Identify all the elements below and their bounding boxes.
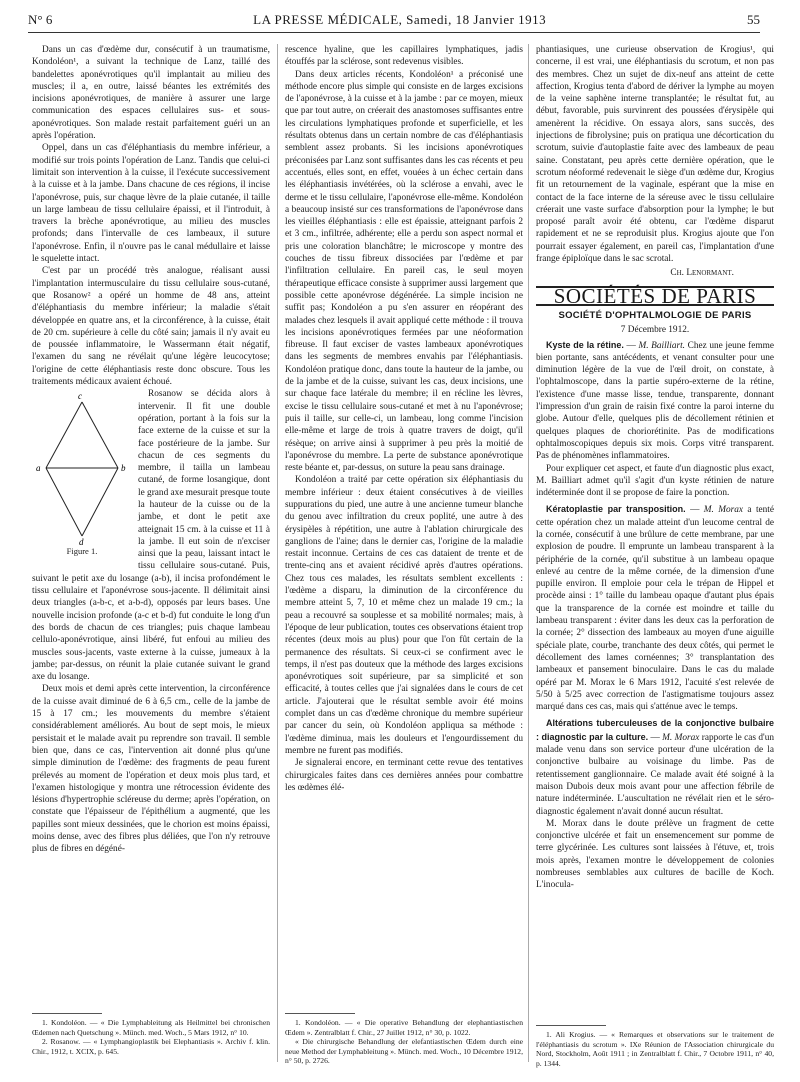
footnotes-col2 <box>285 1018 523 1066</box>
footnote: « Die chirurgische Behandlung der elefantiastischen Œdem durch eine neue Method der Lymphableitung ». Münch. med. Woch., 10 Décembre 1912, n° 50, p. 2726. <box>285 1037 523 1066</box>
diagram-edge <box>46 402 82 468</box>
item-author: M. Morax <box>703 505 744 516</box>
diagram-edge <box>46 468 82 536</box>
label-a: a <box>36 463 41 474</box>
section-title: SOCIÉTÉS DE PARIS <box>536 286 774 306</box>
paragraph: M. Morax dans le doute prélève un fragment de cette conjonctive ulcérée et fait un ensemencement sur pomme de terre glycérinée. Les cultures sont laissées à l'étuve, et, trois mois après, l'examen montre le développement de colonies nombreuses semblables aux cultures de bacille de Koch. L'inocula- <box>536 818 774 891</box>
author-signature: Ch. Lenormant. <box>670 268 734 279</box>
losange-diagram <box>32 390 132 545</box>
footnote: 1. Ali Krogius. — « Remarques et observations sur le traitement de l'éléphantiasis du scrotum ». IXe Réunion de l'Association chirurgicale du Nord, Stockholm, Août 1911 ; in Zentralblatt f. Chir., 7 Octobre 1911, n° 40, p. 1344. <box>536 1030 774 1068</box>
footnotes-col3 <box>536 1030 774 1068</box>
item-text: rapporte le cas d'un malade venu dans son service porteur d'une ulcération de la conjonctive bulbaire au voisinage du limbe. Pas de retentissement ganglionnaire. Ce malade avait été soigné à la maison Dubois deux mois avant pour une affection fébrile de nature indéterminée. L'auscultation ne révélait rien et le séro-diagnostic également n'avait donné aucun résultat. <box>536 732 774 817</box>
item-author: M. Morax <box>662 732 700 743</box>
paragraph: Je signalerai encore, en terminant cette revue des tentatives chirurgicales faites dans ces dernières années pour combattre les œdèmes élé- <box>285 758 523 793</box>
paragraph: Rosanow se décida alors à intervenir. Il fit une double opération, portant à la fois sur la face externe de la cuisse et sur la face postérieure de la jambe. Sur chacun de ces segments du membre, il tailla un lambeau cutané, de forme losangique, dont le grand axe mesurait presque toute la hauteur de la cuisse ou de la jambe, et dont le petit axe atteignait 15 cm. à la cuisse et 11 à la jambe. Il eut soin de n'exciser ainsi que la peau, laissant intact le tissu cellulaire sous-cutané. Puis, suivant le petit axe du losange (a-b), il incisa profondément le tissu cellulaire et l'aponévrose sous-jacente. Il délimitait ainsi deux triangles (a-b-c, et a-b-d), opposés par leurs bases. Une nouvelle incision profonde (a-c et b-d) fut conduite le long d'un des bords de chacun de ces triangles; puis chaque lambeau cellulo-aponévrotique, ainsi libéré, fut enfoui au milieu des muscles sous-jacents, vaste externe à la cuisse, jumeaux à la jambe; par-dessus, on réunit la plaie cutanée suivant le grand axe du losange. <box>32 389 270 683</box>
footnotes-col1 <box>32 1018 270 1056</box>
journal-title: LA PRESSE MÉDICALE, Samedi, 18 Janvier 1913 <box>253 12 547 27</box>
issue-number: N° 6 <box>28 12 53 27</box>
footnote-rule <box>285 1013 355 1014</box>
footnote: 1. Kondoléon. — « Die operative Behandlung der elephantiastischen Œdem ». Zentralblatt f. Chir., 27 Juillet 1912, n° 30, p. 1022. <box>285 1018 523 1037</box>
diagram-edge <box>82 402 118 468</box>
column-1 <box>32 44 270 856</box>
paragraph: Kondoléon a traité par cette opération six éléphantiasis du membre inférieur : deux étaient consécutives à de vieilles suppurations du pied, une autre à une ancienne tumeur blanche du genou avec infiltration du creux poplité, une autre à des érysipèles à répétition, une autre à l'ablation chirurgicale des ganglions de l'aine; dans le dernier cas, l'origine de la maladie restait inconnue. Certains de ces cas dataient de trente et de trente-cinq ans et avaient récidivé après d'autres opérations. Chez tous ces malades, les résultats semblent excellents : l'œdème a disparu, la diminution de la circonférence du membre atteint 5, 7, 10 et même chez un malade 19 cm.; la peau a recouvré sa souplesse et sa mobilité normales; mais, à l'époque de leur publication, toutes ces observations étaient trop récentes (deux mois au plus) pour que l'on fût certain de la permanence des résultats. Si ceux-ci se confirment avec le temps, il n'est pas douteux que la méthode des larges excisions aponévrotiques soit supérieure, par sa simplicité et son efficacité, à toutes celles que j'ai signalées dans le cours de cet article. J'ajouterai que le résultat semble avoir été moins complet dans un cas d'œdème chronique du membre supérieur par cancer du sein, où Kondoléon appliqua sa méthode : l'œdème diminua, mais les douleurs et l'engourdissement du membre ne furent pas modifiés. <box>285 475 523 756</box>
session-date: 7 Décembre 1912. <box>620 325 690 336</box>
page-number: 55 <box>746 12 760 27</box>
figure-caption: Figure 1. <box>66 546 98 557</box>
paragraph: Deux mois et demi après cette intervention, la circonférence de la cuisse avait diminué de 6 à 6,5 cm., celle de la jambe de 15 à 17 cm.; les mouvements du membre s'étaient considérablement améliorés. Au bout de sept mois, le mieux persistait et le malade avait pu reprendre son travail. Il semble bien que, dans ce cas, l'intervention ait donné plus qu'une simple diminution de l'œdème: des fragments de peau furent prélevés au moment de l'opération et deux mois plus tard, et l'examen histologique y montra une rétrocession évidente des lésions d'hypertrophie scléreuse du derme; après l'opération, on constate que l'épaisseur de l'épithélium a augmenté, que les papilles sont mieux dessinées, que le chorion est moins épaissi, moins dense, avec des fibres plus déliées, que l'on n'y retrouve plus de fibres en dégéné- <box>32 684 270 855</box>
paragraph: Oppel, dans un cas d'éléphantiasis du membre inférieur, a modifié sur trois points l'opération de Lanz. Tandis que celui-ci limitait son intervention à la cuisse, il l'exécute successivement à la cuisse et à la jambe. Dans chacune de ces régions, il incise l'aponévrose, puis, sur chaque lèvre de la plaie cutanée, il taille un large lambeau de tissu cellulaire épaissi, et il l'introduit, à travers la brèche aponévrotique, au milieu des muscles profonds; dans l'intervalle de ces lambeaux, il suture l'aponévrose. Enfin, il n'ouvre pas le canal médullaire et laisse le squelette intact. <box>32 143 270 265</box>
figure-1 <box>32 390 132 560</box>
column-2 <box>285 44 523 794</box>
item-keratoplastie: Kératoplastie par transposition. — M. Morax a tenté cette opération chez un malade atteint d'un leucome central de la cornée, consécutif à une brûlure de cette membrane, par une explosion de poudre. Il emprunte un lambeau transparent à la périphérie de la cornée, qu'il substitue à un lambeau opaque enlevé au centre de la même cornée, de la dimension d'une pupille environ. Il emploie pour cela le trépan de Hippel et procède ainsi : 1° taille du lambeau opaque d'autant plus épais que la transparence de la cornée est moindre et taille du lambeau transparent : éviter dans les deux cas la perforation de la cornée; 2° dissection des lambeaux au moyen d'une aiguille spéciale plate, courbe, tranchante des deux côtés, qui permet le décollement des lames cornéennes; 3° transplantation des lambeaux et pansement binoculaire. Dans le cas du malade opéré par M. Morax le 6 Mars 1912, l'acuité s'est relevée de 5/50 à 5/25 avec correction de l'astigmatisme toujours assez marqué dans ces cas, mais qui s'atténue avec le temps. <box>536 504 775 713</box>
paragraph: rescence hyaline, que les capillaires lymphatiques, jadis étouffés par la sclérose, sont redevenus visibles. <box>285 45 523 68</box>
society-name: SOCIÉTÉ D'OPHTALMOLOGIE DE PARIS <box>558 309 752 321</box>
paragraph: C'est par un procédé très analogue, réalisant aussi l'implantation intermusculaire du tissu cellulaire sous-cutané, que Rosanow² a opéré un homme de 48 ans, atteint d'éléphantiasis du membre inférieur; la maladie s'était développée en quatre ans, et la circonférence, à la cuisse, était de 20 cm. supérieure à celle du côté sain; jamais il n'y avait eu de poussée inflammatoire, le Wassermann était négatif, l'examen du sang ne révélait qu'une légère leucocytose; l'origine de cette éléphantiasis reste donc obscure. Tous les traitements médicaux avaient échoué. <box>32 266 270 388</box>
item-title: Kératoplastie par transposition. <box>546 504 686 515</box>
footnote: 1. Kondoléon. — « Die Lymphableitung als Heilmittel bei chronischen Œdemen nach Quetschung ». Münch. med. Woch., 5 Mars 1912, n° 10. <box>32 1018 270 1037</box>
paragraph: Dans deux articles récents, Kondoléon¹ a préconisé une méthode encore plus simple qui consiste en de larges excisions de l'aponévrose, à la cuisse et à la jambe : par ce moyen, mieux que par tout autre, on créerait des anastomoses suffisantes entre les circulations lymphatiques profonde et superficielle, et les résultats obtenus dans un certain nombre de cas d'éléphantiasis semblent assez probants. Si les incisions aponévrotiques préconisées par Lanz sont suffisantes dans les cas récents et peu accentués, elles sont, en effet, vouées à un échec certain dans les éléphantiasis invétérées, où la sclérose a envahi, avec le derme et le tissu cellulaire, l'aponévrose elle-même. Kondoléon a beaucoup insisté sur ces transformations de l'aponévrose dans les vieilles éléphantiasis : elle est épaissie, atteignant parfois 2 et 3 cm., infiltrée, adhérente; elle a perdu son aspect normal et pris une coloration blanchâtre; le microscope y montre des couches de tissu fibreux dissociées par l'œdème et par l'infiltration cellulaire. En pareil cas, le seul moyen thérapeutique efficace consiste à supprimer aussi largement que possible cette aponévrose dégénérée. La simple incision ne suffit pas; Kondoléon a pu s'en assurer en réopérant des malades chez lesquels il avait appliqué cette méthode : il trouva les incisions aponévrotiques fermées par une néoformation fibreuse. Il faut exciser de vastes lambeaux aponévrotiques dans les segments de membres envahis par l'éléphantiasis. Kondoléon pratique donc, dans toute la hauteur de la jambe, ou de la jambe et de la cuisse, suivant les cas, deux incisions, une sur chaque face latérale du membre; il en récline les lèvres, excise le tissu cellulaire sous-cutané et met à nu l'aponévrose; puis il taille, sur celle-ci, un lambeau, long comme l'incision elle-même et large de trois à quatre travers de doigt, qu'il résèque; on arrive ainsi à supprimer à peu près la moitié de l'aponévrose du membre. La perte de substance aponévrotique reste béante et, par-dessus, on suture la peau sans drainage. <box>285 69 523 474</box>
paragraph: Pour expliquer cet aspect, et faute d'un diagnostic plus exact, M. Bailliart admet qu'il s'agit d'un kyste rétinien de nature indéterminée dont il se propose de faire la ponction. <box>536 463 774 499</box>
item-author: M. Bailliart. <box>638 340 686 351</box>
page-header <box>28 8 760 32</box>
item-title: Altérations tuberculeuses de la conjonctive bulbaire : diagnostic par la culture. <box>536 718 774 742</box>
column-3 <box>536 44 774 892</box>
item-text: a tenté cette opération chez un malade atteint d'un leucome central de la cornée, consécutif à une brûlure de cette membrane, par une explosion de poudre. Il emprunte un lambeau transparent à la périphérie de la cornée, qu'il substitue à un lambeau opaque enlevé au centre de la même cornée, de la dimension d'une pupille environ. Il emploie pour cela le trépan de Hippel et procède ainsi : 1° taille du lambeau opaque d'autant plus épais que la transparence de la cornée est moindre et taille du lambeau transparent : éviter dans les deux cas la perforation de la cornée; 2° dissection des lambeaux au moyen d'une aiguille spéciale plate, courbe, tranchante des deux côtés, qui permet le décollement des lames cornéennes; 3° transplantation des lambeaux et pansement binoculaire. Dans le cas du malade opéré par M. Morax le 6 Mars 1912, l'acuité s'est relevée de 5/50 à 5/25 avec correction de l'astigmatisme toujours assez marqué dans ces cas, mais qui s'atténue avec le temps. <box>536 505 775 713</box>
label-c: c <box>78 391 82 402</box>
item-title: Kyste de la rétine. <box>546 339 624 350</box>
item-text: Chez une jeune femme bien portante, sans antécédents, et venant consulter pour une diminution légère de la vue de l'œil droit, on constate, à l'ophtalmoscope, dans la partie supéro-externe de la rétine, l'existence d'une masse lisse, tendue, transparente, donnant l'impression d'un grain de raisin fixé contre la paroi interne du globe. Autour d'elle, quelques plis de décollement rétinien et quelques plaques de choriorétinite. Pas de modifications ophtalmoscopiques depuis six mois. Corps vitré transparent. Pas de phénomènes inflammatoires. <box>536 340 774 462</box>
paragraph: phantiasiques, une curieuse observation de Krogius¹, qui concerne, il est vrai, une éléphantiasis du scrotum, et non pas des membres. Chez un sujet de dix-neuf ans atteint de cette affection, Krogius tenta d'abord de dériver la lymphe au moyen de la veine saphène interne transplantée; le résultat fut, au début, favorable, puis survinrent des poussées d'érysipèle qui amenèrent la récidive. On essaya alors, sans succès, des injections de fibrolysine; puis on pratiqua une décortication du scrotum, suivie d'autoplastie faite avec des lambeaux de peau saine. Constatant, peu après cette dernière opération, que le scrotum néoformé redevenait le siège d'un œdème dur, Krogius fit un retournement de la vaginale, espérant que la mise en contact de la face interne de la séreuse avec le tissu cellulaire créerait une vaste surface d'absorption pour la lymphe; le but proposé paraît avoir été obtenu, car l'œdème disparut rapidement et ne se reproduisit plus. Krogius ajoute que l'on pourrait essayer également, en pareil cas, l'implantation d'une frange épiploïque dans le sac scrotal. <box>536 45 774 265</box>
footnote: 2. Rosanow. — « Lymphangioplastik bei Elephantiasis ». Archiv f. klin. Chir., 1912, t. XCIX, p. 645. <box>32 1037 270 1056</box>
item-alterations: Altérations tuberculeuses de la conjonctive bulbaire : diagnostic par la culture. — M. Morax rapporte le cas d'un malade venu dans son service porteur d'une ulcération de la conjonctive bulbaire au voisinage du limbe. Pas de retentissement ganglionnaire. Ce malade avait été soigné à la maison Dubois deux mois avant pour une affection fébrile de nature indéterminée. L'auscultation ne révélait rien et le séro-diagnostic également n'avait donné aucun résultat. <box>536 718 774 817</box>
label-d: d <box>79 537 84 546</box>
column-divider <box>528 44 529 1062</box>
column-divider <box>277 44 278 1062</box>
item-kyste: Kyste de la rétine. — M. Bailliart. Chez une jeune femme bien portante, sans antécédents, et venant consulter pour une diminution légère de la vue de l'œil droit, on constate, à l'ophtalmoscope, dans la partie supéro-externe de la rétine, l'existence d'une masse lisse, tendue, transparente, donnant l'impression d'un grain de raisin fixé contre la paroi interne du globe. Autour d'elle, quelques plis de décollement rétinien et quelques plaques de choriorétinite. Pas de modifications ophtalmoscopiques depuis six mois. Corps vitré transparent. Pas de phénomènes inflammatoires. <box>536 339 774 462</box>
header-rule <box>28 32 760 33</box>
footnote-rule <box>536 1025 606 1026</box>
footnote-rule <box>32 1013 102 1014</box>
paragraph: Dans un cas d'œdème dur, consécutif à un traumatisme, Kondoléon¹, a suivant la technique de Lanz, taillé des bandelettes aponévrotiques qu'il implantait au milieu des muscles; il a, en outre, laissé béantes les extrémités des incisions aponévrotiques, de manière à assurer une large communication des espaces cellulaires sus- et sous-aponévrotiques. Son malade restait parfaitement guéri un an après l'opération. <box>32 45 270 142</box>
diagram-edge <box>82 468 118 536</box>
label-b: b <box>121 463 126 474</box>
